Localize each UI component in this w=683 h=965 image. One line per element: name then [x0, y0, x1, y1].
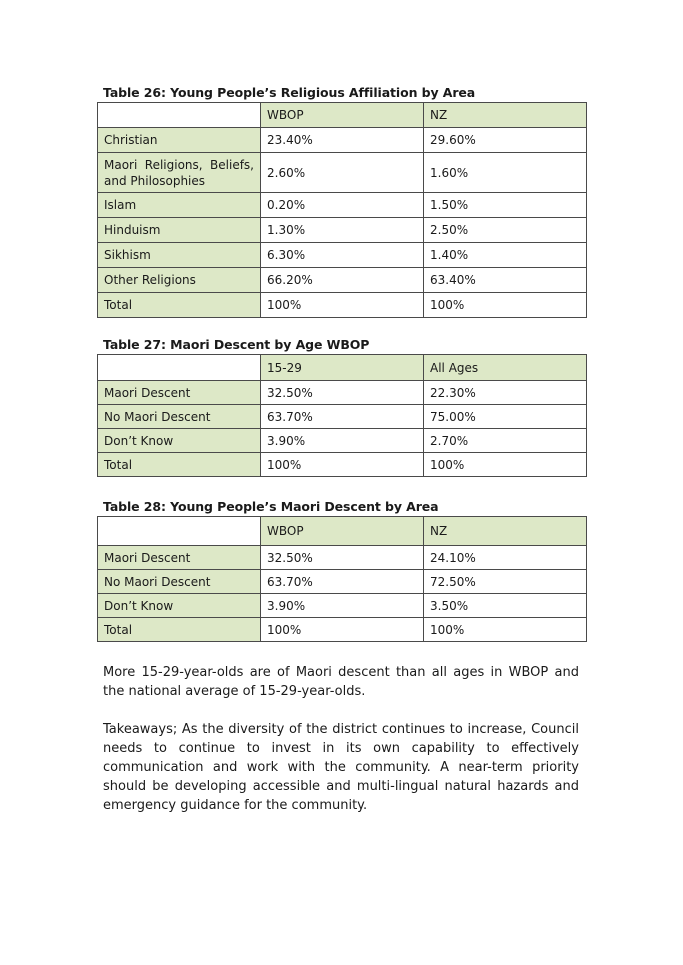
table-cell: 3.90%	[261, 429, 424, 453]
table-header-row	[98, 103, 587, 128]
table-cell: 23.40%	[261, 128, 424, 153]
row-label: Christian	[98, 128, 261, 153]
row-label: Sikhism	[98, 243, 261, 268]
summary-paragraph: More 15-29-year-olds are of Maori descent than all ages in WBOP and the national average of 15-29-year-olds.	[103, 665, 579, 699]
table-row	[98, 293, 587, 318]
row-label: Islam	[98, 193, 261, 218]
row-label: Hinduism	[98, 218, 261, 243]
header-cell	[98, 517, 261, 546]
table-cell: 1.30%	[261, 218, 424, 243]
row-label: Maori Descent	[98, 546, 261, 570]
header-cell: WBOP	[261, 103, 424, 128]
header-cell: 15-29	[261, 355, 424, 381]
table-header-row	[98, 355, 587, 381]
table-row	[98, 153, 587, 193]
table-cell: 32.50%	[261, 381, 424, 405]
table-cell: 63.40%	[424, 268, 587, 293]
table-cell: 24.10%	[424, 546, 587, 570]
row-label: Don’t Know	[98, 594, 261, 618]
table-26	[97, 102, 587, 318]
table-cell: 100%	[261, 453, 424, 477]
table-row	[98, 381, 587, 405]
takeaways-paragraph: Takeaways; As the diversity of the district continues to increase, Council needs to continue to invest in its own capability to effectively communication and work with the community. A near-term priority should be developing accessible and multi-lingual natural hazards and emergency guidance for the community.	[103, 722, 579, 813]
table-row	[98, 429, 587, 453]
table-cell: 100%	[424, 293, 587, 318]
row-label: No Maori Descent	[98, 405, 261, 429]
table-cell: 63.70%	[261, 405, 424, 429]
table-cell: 1.50%	[424, 193, 587, 218]
table-row	[98, 618, 587, 642]
table-26-caption: Table 26: Young People’s Religious Affiliation by Area	[103, 85, 476, 100]
table-27	[97, 354, 587, 477]
table-cell: 0.20%	[261, 193, 424, 218]
table-cell: 22.30%	[424, 381, 587, 405]
row-label: Total	[98, 453, 261, 477]
table-cell: 100%	[261, 293, 424, 318]
table-cell: 1.40%	[424, 243, 587, 268]
table-cell: 100%	[424, 453, 587, 477]
table-cell: 100%	[261, 618, 424, 642]
row-label: Total	[98, 618, 261, 642]
row-label: Maori Descent	[98, 381, 261, 405]
table-row	[98, 453, 587, 477]
table-row	[98, 570, 587, 594]
table-28	[97, 516, 587, 642]
table-cell: 3.90%	[261, 594, 424, 618]
table-cell: 75.00%	[424, 405, 587, 429]
table-cell: 2.50%	[424, 218, 587, 243]
row-label: Other Religions	[98, 268, 261, 293]
table-cell: 1.60%	[424, 153, 587, 193]
header-cell	[98, 355, 261, 381]
table-row	[98, 405, 587, 429]
row-label: Total	[98, 293, 261, 318]
row-label: Maori Religions, Beliefs, and Philosophies	[98, 153, 261, 193]
table-cell: 2.70%	[424, 429, 587, 453]
header-cell: WBOP	[261, 517, 424, 546]
table-row	[98, 594, 587, 618]
table-cell: 2.60%	[261, 153, 424, 193]
row-label: No Maori Descent	[98, 570, 261, 594]
header-cell: All Ages	[424, 355, 587, 381]
table-27-caption: Table 27: Maori Descent by Age WBOP	[103, 337, 370, 352]
table-row	[98, 268, 587, 293]
table-cell: 63.70%	[261, 570, 424, 594]
table-row	[98, 193, 587, 218]
table-row	[98, 546, 587, 570]
table-header-row	[98, 517, 587, 546]
header-cell: NZ	[424, 103, 587, 128]
header-cell: NZ	[424, 517, 587, 546]
table-cell: 3.50%	[424, 594, 587, 618]
table-cell: 6.30%	[261, 243, 424, 268]
table-cell: 32.50%	[261, 546, 424, 570]
table-cell: 100%	[424, 618, 587, 642]
table-cell: 66.20%	[261, 268, 424, 293]
table-28-caption: Table 28: Young People’s Maori Descent by Area	[103, 499, 439, 514]
table-row	[98, 243, 587, 268]
header-cell	[98, 103, 261, 128]
table-row	[98, 218, 587, 243]
row-label: Don’t Know	[98, 429, 261, 453]
table-cell: 72.50%	[424, 570, 587, 594]
table-row	[98, 128, 587, 153]
table-cell: 29.60%	[424, 128, 587, 153]
